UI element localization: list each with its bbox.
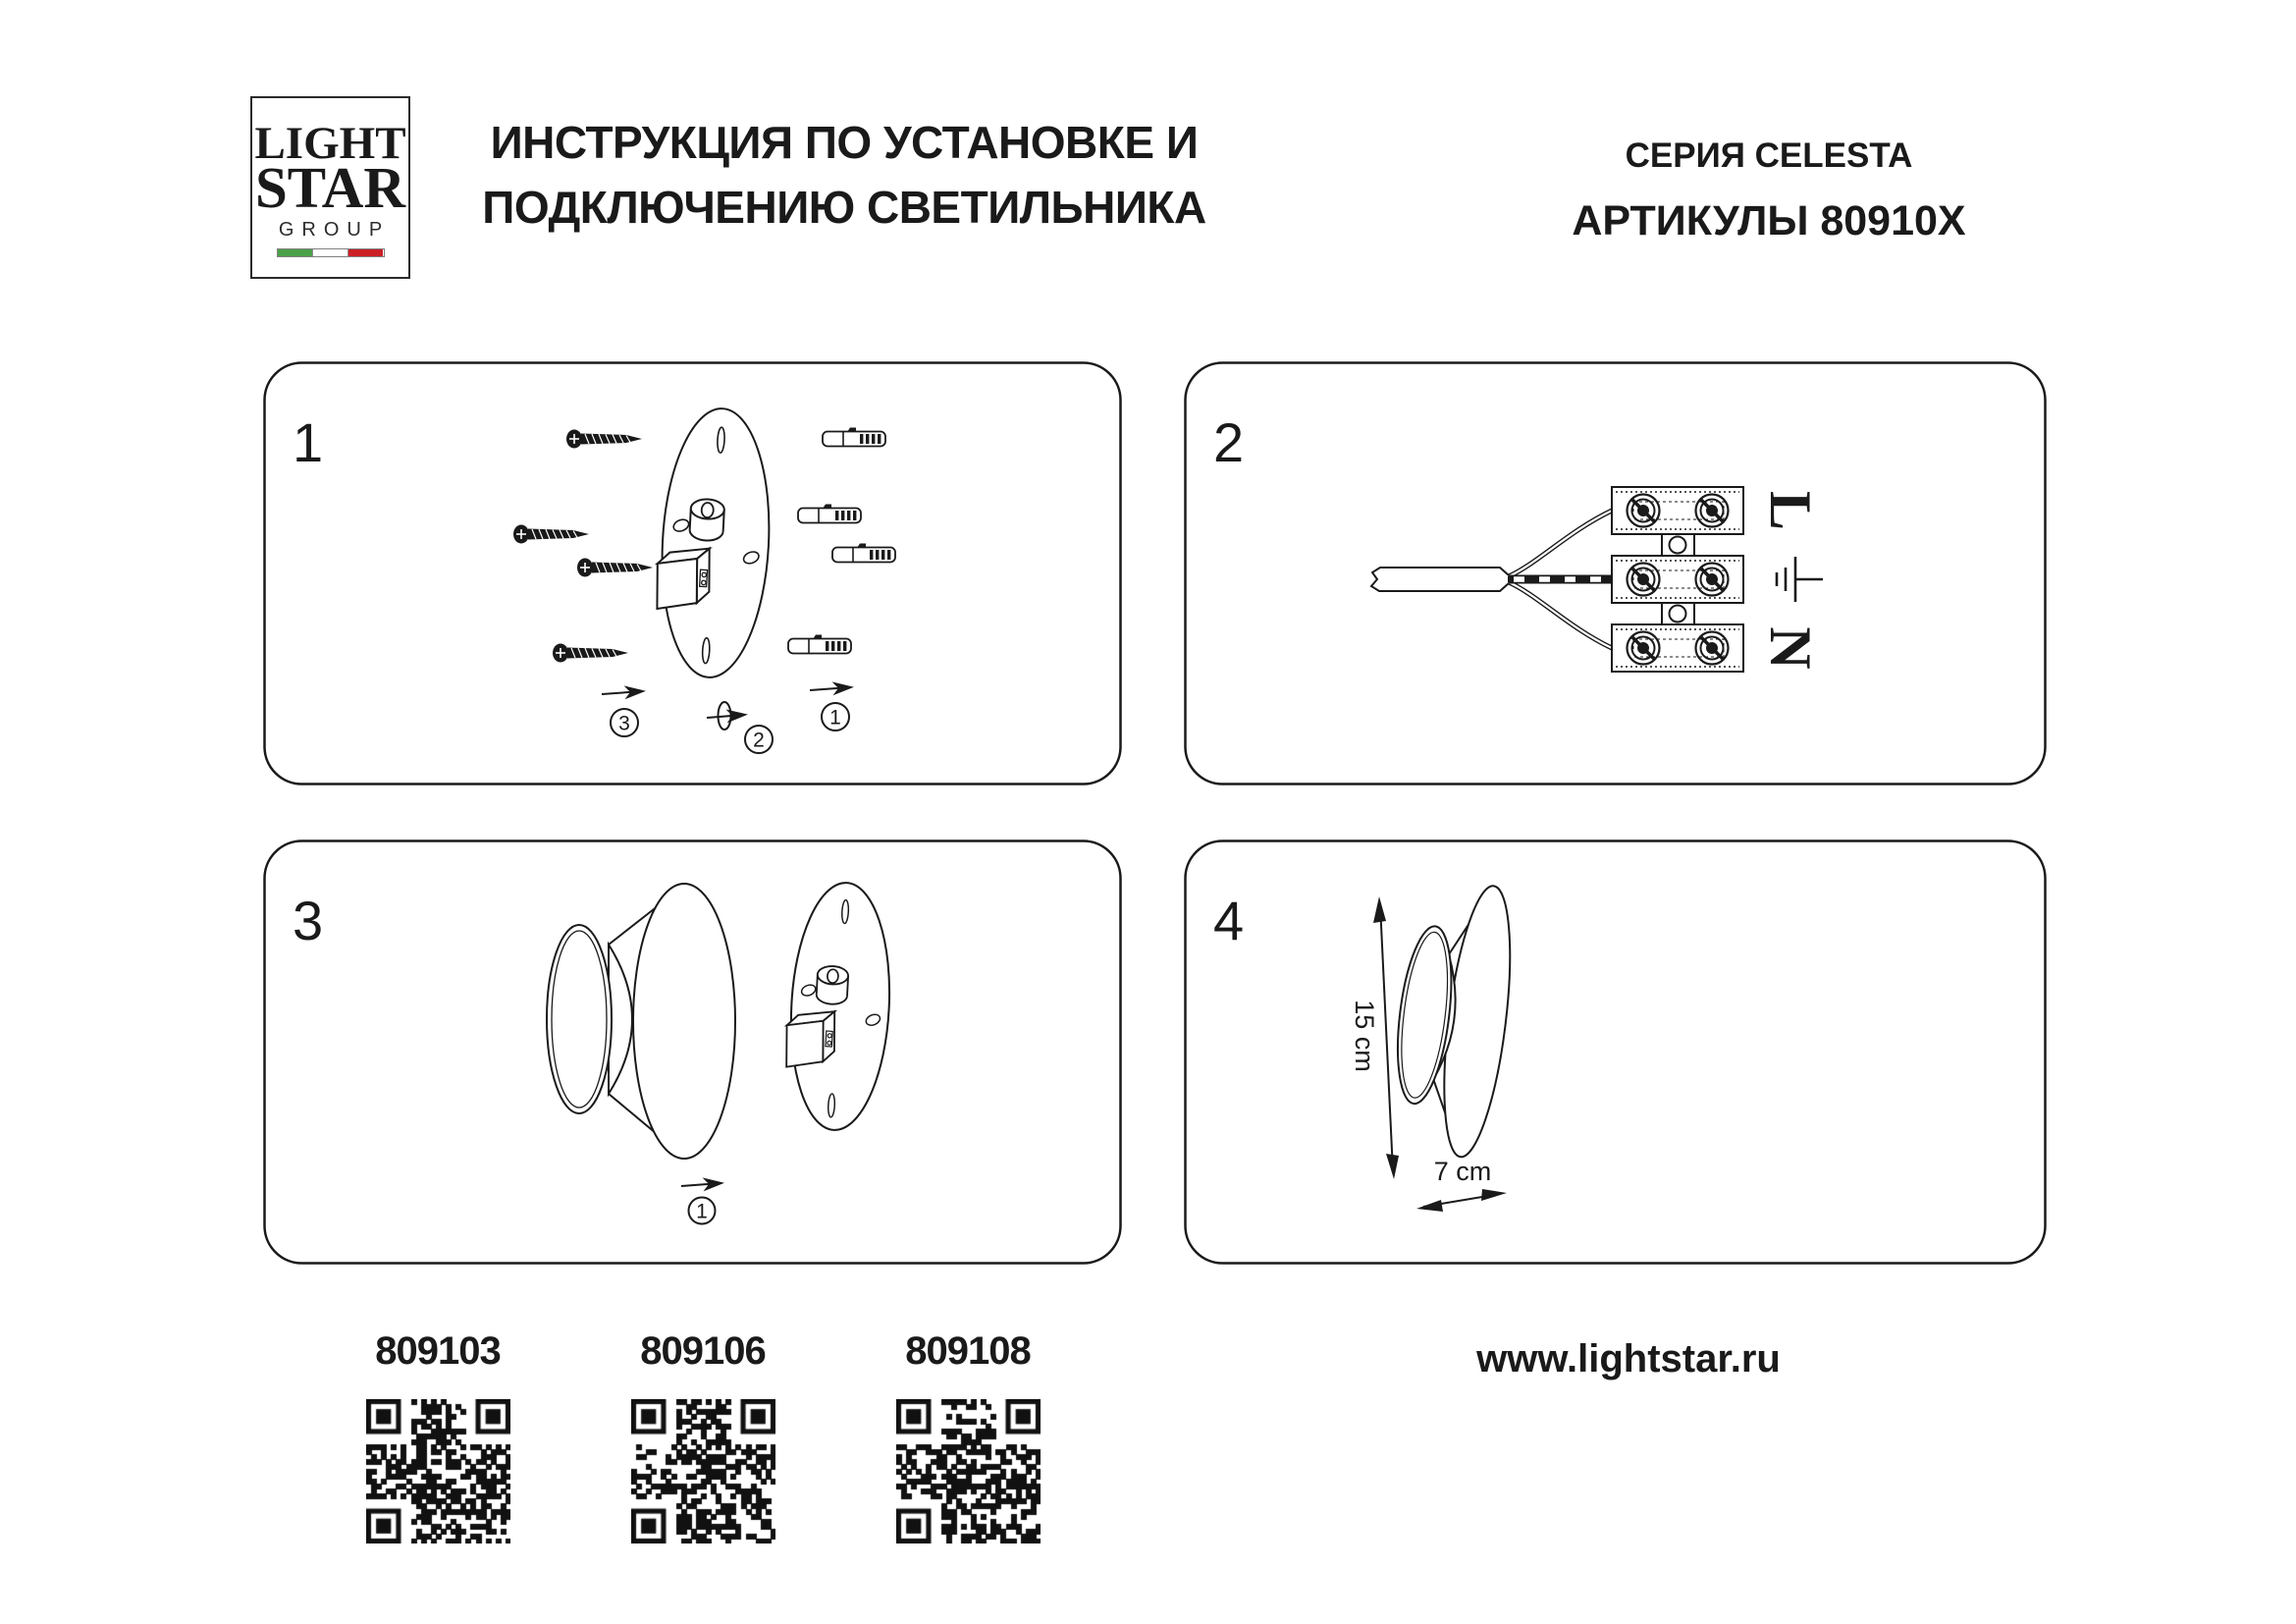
step-2-panel bbox=[1184, 361, 2047, 785]
panel-border bbox=[1186, 841, 2046, 1264]
logo-word-star: STAR bbox=[254, 155, 405, 220]
qr-code bbox=[366, 1399, 510, 1543]
page-title bbox=[417, 110, 1271, 240]
width-label: 7 cm bbox=[1433, 1157, 1492, 1186]
italian-flag-icon bbox=[277, 248, 385, 257]
flag-green-segment bbox=[278, 249, 312, 256]
step-1-panel bbox=[263, 361, 1122, 785]
step-number: 1 bbox=[293, 411, 324, 473]
articles-label: АРТИКУЛЫ 80910X bbox=[1572, 197, 1966, 244]
step-number: 4 bbox=[1213, 890, 1245, 951]
line-label: L bbox=[1758, 490, 1823, 531]
page-title-line2: ПОДКЛЮЧЕНИЮ СВЕТИЛЬНИКА bbox=[482, 182, 1206, 233]
step-3-panel bbox=[263, 839, 1122, 1265]
callout-3: 3 bbox=[618, 712, 630, 735]
qr-code bbox=[631, 1399, 775, 1543]
series-label: СЕРИЯ CELESTA bbox=[1625, 136, 1913, 175]
callout-1: 1 bbox=[696, 1200, 708, 1223]
logo-word-light: LIGHT bbox=[254, 118, 406, 169]
website-url: www.lightstar.ru bbox=[1476, 1337, 1781, 1380]
step-4-panel bbox=[1184, 839, 2047, 1265]
logo-word-group: GROUP bbox=[278, 219, 391, 241]
step-number: 3 bbox=[293, 890, 324, 951]
step-number: 2 bbox=[1213, 411, 1245, 473]
qr-code bbox=[896, 1399, 1041, 1543]
neutral-label: N bbox=[1758, 626, 1823, 670]
lightstar-logo bbox=[250, 96, 410, 279]
page-title-line1: ИНСТРУКЦИЯ ПО УСТАНОВКЕ И bbox=[490, 117, 1199, 168]
flag-white-segment bbox=[312, 249, 348, 256]
callout-2: 2 bbox=[753, 729, 765, 752]
article-number: 809106 bbox=[640, 1329, 766, 1373]
article-number: 809108 bbox=[905, 1329, 1031, 1373]
power-cable bbox=[1371, 568, 1509, 591]
flag-red-segment bbox=[348, 249, 383, 256]
article-number: 809103 bbox=[375, 1329, 501, 1373]
height-label: 15 cm bbox=[1350, 1000, 1379, 1072]
callout-1: 1 bbox=[829, 706, 841, 730]
terminal-block bbox=[1612, 487, 1743, 672]
